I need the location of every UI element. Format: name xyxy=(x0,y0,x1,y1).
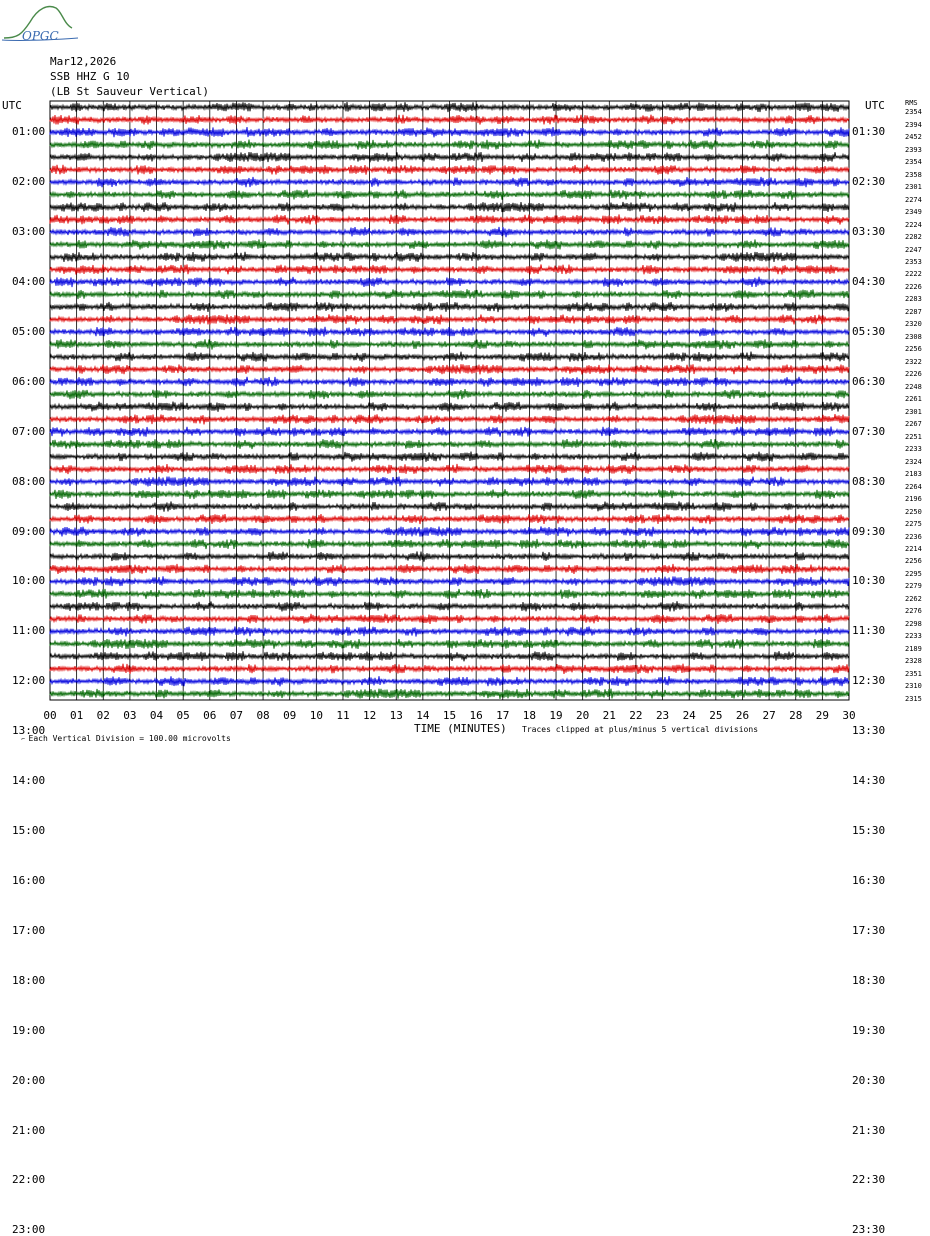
scale-icon: ⌐ xyxy=(21,736,29,743)
hour-label-left: 09:00 xyxy=(12,524,46,538)
rms-value: 2353 xyxy=(905,257,922,266)
rms-value: 2282 xyxy=(905,233,922,242)
rms-value: 2236 xyxy=(905,532,922,541)
rms-value: 2276 xyxy=(905,607,922,616)
hour-label-right: 03:30 xyxy=(852,225,886,239)
location-label: (LB St Sauveur Vertical) xyxy=(50,85,209,98)
hour-label-right: 12:30 xyxy=(852,674,886,688)
x-tick-label: 06 xyxy=(203,709,217,722)
x-tick-label: 13 xyxy=(389,709,403,722)
x-tick-label: 24 xyxy=(682,709,696,722)
clip-note: Traces clipped at plus/minus 5 vertical divisions xyxy=(522,725,759,734)
x-tick-label: 29 xyxy=(815,709,829,722)
rms-value: 2264 xyxy=(905,482,922,491)
hour-label-left: 19:00 xyxy=(12,1023,46,1037)
rms-value: 2452 xyxy=(905,133,922,142)
hour-label-right: 14:30 xyxy=(852,774,886,788)
hour-label-left: 15:00 xyxy=(12,824,46,838)
rms-value: 2310 xyxy=(905,682,922,691)
hour-label-right: 17:30 xyxy=(852,923,886,937)
x-tick-label: 10 xyxy=(309,709,323,722)
hour-label-left: 14:00 xyxy=(12,774,46,788)
x-tick-label: 25 xyxy=(709,709,723,722)
rms-value: 2393 xyxy=(905,145,922,154)
rms-value: 2224 xyxy=(905,220,922,229)
station-label: SSB HHZ G 10 xyxy=(50,70,130,83)
hour-label-left: 12:00 xyxy=(12,674,46,688)
hour-label-left: 16:00 xyxy=(12,873,46,887)
rms-value: 2283 xyxy=(905,295,922,304)
rms-value: 2261 xyxy=(905,395,922,404)
x-tick-label: 01 xyxy=(70,709,84,722)
logo-text: OPGC xyxy=(22,29,59,43)
x-tick-label: 27 xyxy=(762,709,776,722)
rms-value: 2295 xyxy=(905,569,922,578)
hour-label-right: 11:30 xyxy=(852,624,886,638)
utc-label-right: UTC xyxy=(865,99,885,112)
x-tick-label: 00 xyxy=(43,709,57,722)
hour-label-left: 10:00 xyxy=(12,574,46,588)
x-tick-label: 28 xyxy=(789,709,803,722)
date-label: Mar12,2026 xyxy=(50,55,117,68)
x-tick-label: 07 xyxy=(229,709,244,722)
rms-value: 2196 xyxy=(905,495,922,504)
hour-label-left: 04:00 xyxy=(12,274,46,288)
rms-value: 2226 xyxy=(905,282,922,291)
rms-value: 2301 xyxy=(905,183,922,192)
x-tick-label: 14 xyxy=(416,709,430,722)
x-tick-label: 11 xyxy=(336,709,350,722)
scale-note-text: Each Vertical Division = 100.00 microvolts xyxy=(28,734,231,743)
hour-label-right: 08:30 xyxy=(852,474,886,488)
hour-label-left: 05:00 xyxy=(12,324,46,338)
rms-value: 2214 xyxy=(905,545,922,553)
hour-label-right: 20:30 xyxy=(852,1073,886,1087)
hour-label-right: 13:30 xyxy=(852,724,886,738)
rms-value: 2233 xyxy=(905,632,922,641)
x-tick-label: 15 xyxy=(442,709,457,722)
rms-value: 2256 xyxy=(905,557,922,566)
rms-value: 2354 xyxy=(905,158,922,167)
rms-value: 2354 xyxy=(905,108,922,117)
hour-label-left: 02:00 xyxy=(12,175,46,189)
hour-label-left: 03:00 xyxy=(12,225,46,239)
x-tick-label: 03 xyxy=(123,709,137,722)
hour-label-left: 23:00 xyxy=(12,1223,46,1236)
rms-value: 2320 xyxy=(905,320,922,329)
hour-label-left: 06:00 xyxy=(12,374,46,388)
x-tick-label: 19 xyxy=(549,709,563,722)
x-tick-label: 04 xyxy=(149,709,164,722)
rms-value: 2308 xyxy=(905,332,922,341)
rms-value: 2189 xyxy=(905,644,922,653)
hour-label-left: 08:00 xyxy=(12,474,46,488)
x-tick-label: 16 xyxy=(469,709,483,722)
hour-label-right: 21:30 xyxy=(852,1123,886,1137)
rms-value: 2358 xyxy=(905,170,922,179)
hour-label-left: 21:00 xyxy=(12,1123,46,1137)
hour-label-left: 01:00 xyxy=(12,125,46,139)
rms-value: 2251 xyxy=(905,432,922,441)
rms-value: 2226 xyxy=(905,370,922,379)
rms-value: 2349 xyxy=(905,208,922,217)
hour-label-right: 07:30 xyxy=(852,424,886,438)
hour-label-right: 09:30 xyxy=(852,524,886,538)
rms-value: 2322 xyxy=(905,357,922,366)
x-tick-label: 30 xyxy=(842,709,856,722)
rms-value: 2298 xyxy=(905,619,922,628)
scale-note xyxy=(2,725,231,752)
rms-value: 2351 xyxy=(905,669,922,678)
rms-value: 2233 xyxy=(905,445,922,454)
rms-value: 2279 xyxy=(905,582,922,591)
x-axis-title: TIME (MINUTES) xyxy=(414,722,507,735)
rms-value: 2287 xyxy=(905,307,922,316)
hour-label-right: 05:30 xyxy=(852,324,886,338)
hour-label-left: 07:00 xyxy=(12,424,46,438)
hour-label-right: 04:30 xyxy=(852,274,886,288)
rms-value: 2315 xyxy=(905,694,922,703)
hour-label-right: 22:30 xyxy=(852,1173,886,1187)
hour-label-right: 18:30 xyxy=(852,973,886,987)
hour-label-right: 16:30 xyxy=(852,873,886,887)
hour-label-right: 01:30 xyxy=(852,125,886,139)
rms-value: 2248 xyxy=(905,382,922,391)
hour-label-right: 06:30 xyxy=(852,374,886,388)
rms-value: 2275 xyxy=(905,520,922,529)
x-tick-label: 23 xyxy=(655,709,670,722)
hour-label-right: 02:30 xyxy=(852,175,886,189)
rms-header: RMS xyxy=(905,99,918,107)
hour-label-left: 17:00 xyxy=(12,923,46,937)
rms-value: 2183 xyxy=(905,470,922,479)
rms-value: 2301 xyxy=(905,407,922,416)
rms-value: 2256 xyxy=(905,345,922,354)
hour-label-left: 13:00 xyxy=(12,724,46,738)
x-tick-label: 02 xyxy=(96,709,110,722)
hour-label-left: 22:00 xyxy=(12,1173,46,1187)
x-tick-label: 18 xyxy=(522,709,537,722)
rms-value: 2250 xyxy=(905,507,922,516)
x-tick-label: 21 xyxy=(602,709,616,722)
trace-18 xyxy=(50,327,849,337)
x-tick-label: 12 xyxy=(362,709,377,722)
hour-label-right: 15:30 xyxy=(852,824,886,838)
x-tick-label: 09 xyxy=(283,709,297,722)
x-tick-label: 26 xyxy=(735,709,750,722)
hour-label-right: 23:30 xyxy=(852,1223,886,1236)
rms-value: 2324 xyxy=(905,457,922,466)
x-tick-label: 17 xyxy=(496,709,510,722)
hour-label-left: 18:00 xyxy=(12,973,46,987)
rms-value: 2267 xyxy=(905,420,922,429)
utc-label-left: UTC xyxy=(2,99,22,112)
rms-value: 2222 xyxy=(905,270,922,279)
hour-label-left: 20:00 xyxy=(12,1073,46,1087)
x-tick-label: 05 xyxy=(176,709,190,722)
rms-value: 2394 xyxy=(905,120,922,129)
x-tick-label: 20 xyxy=(576,709,590,722)
hour-label-right: 19:30 xyxy=(852,1023,886,1037)
rms-value: 2247 xyxy=(905,245,922,254)
hour-label-right: 10:30 xyxy=(852,574,886,588)
x-tick-label: 22 xyxy=(629,709,643,722)
x-tick-label: 08 xyxy=(256,709,270,722)
rms-value: 2262 xyxy=(905,594,922,603)
rms-value: 2328 xyxy=(905,657,922,666)
rms-value: 2274 xyxy=(905,195,922,204)
hour-label-left: 11:00 xyxy=(12,624,46,638)
